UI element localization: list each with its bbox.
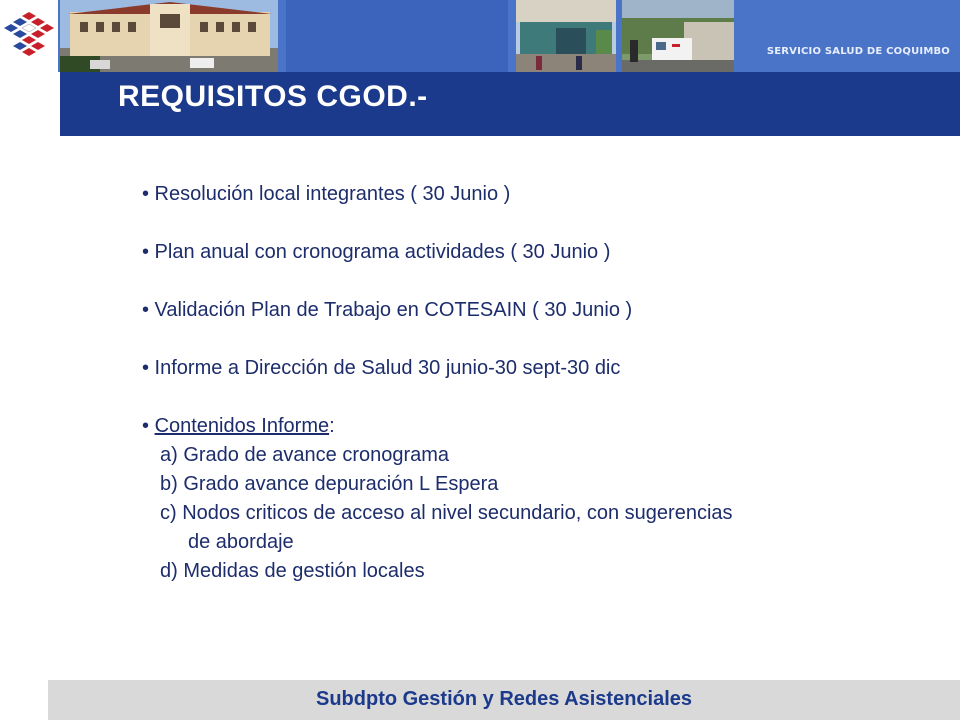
sub-item: b) Grado avance depuración L Espera [160, 473, 499, 495]
list-item: • Validación Plan de Trabajo en COTESAIN ( 30 Junio ) [142, 299, 633, 321]
header-blue-panel [286, 0, 508, 72]
list-item: • Resolución local integrantes ( 30 Junio ) [142, 183, 511, 205]
sub-item: c) Nodos criticos de acceso al nivel secundario, con sugerencias [160, 502, 733, 524]
contents-colon: : [329, 415, 335, 437]
requirements-list [142, 180, 922, 586]
sub-item-continuation: de abordaje [188, 531, 294, 553]
page-title: REQUISITOS CGOD.- [118, 80, 428, 113]
header-notch [0, 72, 60, 136]
footer-text: Subdpto Gestión y Redes Asistenciales [315, 688, 693, 710]
contents-bullet: • [142, 415, 155, 437]
government-logo [0, 0, 58, 72]
hospital-entrance-photo [516, 0, 616, 75]
sub-item: a) Grado de avance cronograma [160, 444, 450, 466]
contents-heading [142, 412, 922, 441]
sub-item: d) Medidas de gestión locales [160, 560, 425, 582]
ambulance-photo [622, 0, 734, 75]
list-item: • Informe a Dirección de Salud 30 junio-30 sept-30 dic [142, 357, 621, 379]
hospital-building-photo [60, 0, 278, 75]
cubes-logo-icon [4, 10, 54, 62]
contents-label: Contenidos Informe [154, 415, 330, 437]
list-item: • Plan anual con cronograma actividades ( 30 Junio ) [142, 241, 611, 263]
footer-bar [48, 680, 960, 720]
organization-name: SERVICIO SALUD DE COQUIMBO [766, 46, 950, 57]
